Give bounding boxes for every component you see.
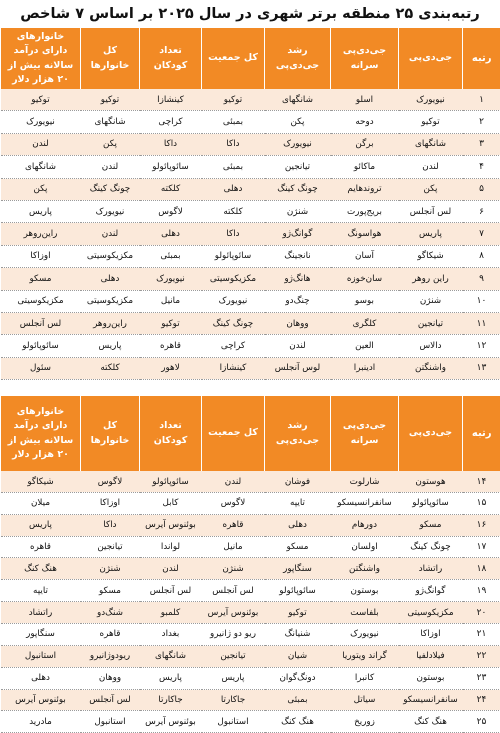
table-row — [1, 471, 500, 492]
gdp-cell: پاریس — [399, 223, 463, 245]
rank-cell: ۱۸ — [463, 558, 500, 580]
header-gdp-growth: رشد جی‌دی‌پی — [265, 396, 331, 471]
rank-cell: ۲ — [463, 111, 500, 133]
table-row — [1, 580, 500, 602]
population-cell: سائوپائولو — [202, 245, 265, 267]
gdp-growth-cell: شیان — [265, 645, 331, 667]
rank-cell: ۱۴ — [463, 471, 500, 492]
households-cell: لندن — [81, 223, 140, 245]
table-row — [1, 312, 500, 334]
children-cell: بوئنوس آیرس — [140, 711, 202, 733]
population-cell: استانبول — [202, 711, 265, 733]
households-cell: لندن — [81, 156, 140, 178]
gdp-cell: راین روهر — [399, 268, 463, 290]
children-cell: کلکته — [140, 178, 202, 200]
table-row — [1, 357, 500, 379]
gdp-cell: پکن — [399, 178, 463, 200]
table-row — [1, 133, 500, 155]
gdp-growth-cell: ووهان — [265, 312, 331, 334]
population-cell: مکزیکوسیتی — [202, 268, 265, 290]
gdp-growth-cell: چنگ‌دو — [265, 290, 331, 312]
header-affluent-households: خانوارهای دارای درآمد سالانه بیش از ۲۰ هزار دلار — [1, 28, 81, 89]
affluent-households-cell: قاهره — [1, 536, 81, 558]
gdp-cell: سائوپائولو — [399, 492, 463, 514]
households-cell: توکیو — [81, 89, 140, 111]
rank-cell: ۱۷ — [463, 536, 500, 558]
population-cell: داکا — [202, 223, 265, 245]
rank-cell: ۷ — [463, 223, 500, 245]
gdp-growth-cell: نانجینگ — [265, 245, 331, 267]
header-gdp: جی‌دی‌پی — [399, 396, 463, 471]
households-cell: کلکته — [81, 357, 140, 379]
gdp-per-capita-cell: واشنگتن — [331, 558, 399, 580]
rank-cell: ۴ — [463, 156, 500, 178]
population-cell: شنژن — [202, 558, 265, 580]
rank-cell: ۵ — [463, 178, 500, 200]
gdp-per-capita-cell: اولسان — [331, 536, 399, 558]
gdp-cell: شنژن — [399, 290, 463, 312]
ranking-table-top — [0, 28, 500, 380]
children-cell: لندن — [140, 558, 202, 580]
rank-cell: ۱۱ — [463, 312, 500, 334]
gdp-growth-cell: دونگ‌گوان — [265, 667, 331, 689]
population-cell: لس آنجلس — [202, 580, 265, 602]
affluent-households-cell: دهلی — [1, 667, 81, 689]
header-total-population: کل جمعیت — [202, 28, 265, 89]
gdp-per-capita-cell: دورهام — [331, 514, 399, 536]
rank-cell: ۲۴ — [463, 689, 500, 711]
gdp-cell: فیلادلفیا — [399, 645, 463, 667]
gdp-growth-cell: سائوپائولو — [265, 580, 331, 602]
gdp-per-capita-cell: سیاتل — [331, 689, 399, 711]
population-cell: کراچی — [202, 335, 265, 357]
table-row — [1, 156, 500, 178]
children-cell: لواندا — [140, 536, 202, 558]
children-cell: لاگوس — [140, 200, 202, 222]
gdp-growth-cell: مسکو — [265, 536, 331, 558]
population-cell: بمبئی — [202, 111, 265, 133]
gdp-growth-cell: چونگ کینگ — [265, 178, 331, 200]
households-cell: مسکو — [81, 580, 140, 602]
affluent-households-cell: لندن — [1, 133, 81, 155]
rank-cell: ۲۰ — [463, 602, 500, 624]
gdp-per-capita-cell: کلگری — [331, 312, 399, 334]
population-cell: بمبئی — [202, 156, 265, 178]
children-cell: بمبئی — [140, 245, 202, 267]
table-row — [1, 290, 500, 312]
gdp-per-capita-cell: دوحه — [331, 111, 399, 133]
gdp-per-capita-cell: آسان — [331, 245, 399, 267]
households-cell: استانبول — [81, 711, 140, 733]
children-cell: کلمبو — [140, 602, 202, 624]
households-cell: شانگهای — [81, 111, 140, 133]
affluent-households-cell: شیکاگو — [1, 471, 81, 492]
table-row — [1, 89, 500, 111]
rank-cell: ۲۵ — [463, 711, 500, 733]
households-cell: ریودوژانیرو — [81, 645, 140, 667]
gdp-cell: لندن — [399, 156, 463, 178]
gdp-growth-cell: لوس آنجلس — [265, 357, 331, 379]
table-row — [1, 602, 500, 624]
population-cell: بوئنوس آیرس — [202, 602, 265, 624]
table-row — [1, 111, 500, 133]
header-children-count: تعداد کودکان — [140, 28, 202, 89]
gdp-cell: لس آنجلس — [399, 200, 463, 222]
gdp-cell: چونگ کینگ — [399, 536, 463, 558]
rank-cell: ۶ — [463, 200, 500, 222]
affluent-households-cell: مادرید — [1, 711, 81, 733]
affluent-households-cell: هنگ کنگ — [1, 558, 81, 580]
children-cell: بوئنوس آیرس — [140, 514, 202, 536]
gdp-cell: شیکاگو — [399, 245, 463, 267]
gdp-per-capita-cell: برگن — [331, 133, 399, 155]
children-cell: دهلی — [140, 223, 202, 245]
header-rank: رتبه — [463, 396, 500, 471]
children-cell: بغداد — [140, 623, 202, 645]
affluent-households-cell: شانگهای — [1, 156, 81, 178]
children-cell: کابل — [140, 492, 202, 514]
ranking-table-bottom — [0, 396, 500, 733]
rank-cell: ۳ — [463, 133, 500, 155]
affluent-households-cell: توکیو — [1, 89, 81, 111]
gdp-cell: توکیو — [399, 111, 463, 133]
households-cell: دهلی — [81, 268, 140, 290]
table-header-row — [1, 28, 500, 89]
table-row — [1, 178, 500, 200]
affluent-households-cell: بوئنوس آیرس — [1, 689, 81, 711]
gdp-per-capita-cell: ماکائو — [331, 156, 399, 178]
rank-cell: ۸ — [463, 245, 500, 267]
population-cell: کینشازا — [202, 357, 265, 379]
header-total-households: کل خانوارها — [81, 396, 140, 471]
table-row — [1, 223, 500, 245]
table-row — [1, 514, 500, 536]
children-cell: شانگهای — [140, 645, 202, 667]
population-cell: نیویورک — [202, 290, 265, 312]
gdp-per-capita-cell: بریج‌پورت — [331, 200, 399, 222]
households-cell: داکا — [81, 514, 140, 536]
households-cell: قاهره — [81, 623, 140, 645]
households-cell: مکزیکوسیتی — [81, 245, 140, 267]
households-cell: ووهان — [81, 667, 140, 689]
header-gdp: جی‌دی‌پی — [399, 28, 463, 89]
rank-cell: ۱ — [463, 89, 500, 111]
gdp-per-capita-cell: بوستون — [331, 580, 399, 602]
affluent-households-cell: پاریس — [1, 200, 81, 222]
rank-cell: ۱۲ — [463, 335, 500, 357]
population-cell: دهلی — [202, 178, 265, 200]
rank-cell: ۱۰ — [463, 290, 500, 312]
affluent-households-cell: پاریس — [1, 514, 81, 536]
households-cell: اوزاکا — [81, 492, 140, 514]
population-cell: قاهره — [202, 514, 265, 536]
gdp-cell: هوستون — [399, 471, 463, 492]
table-row — [1, 623, 500, 645]
children-cell: داکا — [140, 133, 202, 155]
gdp-cell: شانگهای — [399, 133, 463, 155]
affluent-households-cell: سئول — [1, 357, 81, 379]
affluent-households-cell: سنگاپور — [1, 623, 81, 645]
gdp-growth-cell: لندن — [265, 335, 331, 357]
gdp-growth-cell: بمبئی — [265, 689, 331, 711]
gdp-cell: سانفرانسیسکو — [399, 689, 463, 711]
gdp-per-capita-cell: هواسونگ — [331, 223, 399, 245]
households-cell: مکزیکوسیتی — [81, 290, 140, 312]
affluent-households-cell: تایپه — [1, 580, 81, 602]
households-cell: راین‌روهر — [81, 312, 140, 334]
gdp-per-capita-cell: کانبرا — [331, 667, 399, 689]
population-cell: تیانجین — [202, 645, 265, 667]
gdp-growth-cell: فوشان — [265, 471, 331, 492]
gdp-cell: مسکو — [399, 514, 463, 536]
population-cell: پاریس — [202, 667, 265, 689]
gdp-per-capita-cell: سانفرانسیسکو — [331, 492, 399, 514]
gdp-per-capita-cell: زوریخ — [331, 711, 399, 733]
rank-cell: ۲۳ — [463, 667, 500, 689]
affluent-households-cell: راتشاد — [1, 602, 81, 624]
table-row — [1, 492, 500, 514]
population-cell: توکیو — [202, 89, 265, 111]
gdp-cell: مکزیکوسیتی — [399, 602, 463, 624]
rank-cell: ۱۹ — [463, 580, 500, 602]
page-title: رتبه‌بندی ۲۵ منطقه برتر شهری در سال ۲۰۲۵ بر اساس ۷ شاخص — [0, 0, 500, 28]
ranking-table-top-body — [1, 89, 500, 380]
children-cell: کراچی — [140, 111, 202, 133]
gdp-cell: اوزاکا — [399, 623, 463, 645]
gdp-cell: واشنگتن — [399, 357, 463, 379]
children-cell: سائوپائولو — [140, 471, 202, 492]
households-cell: شنگ‌دو — [81, 602, 140, 624]
gdp-per-capita-cell: بوسو — [331, 290, 399, 312]
households-cell: چونگ کینگ — [81, 178, 140, 200]
rank-cell: ۹ — [463, 268, 500, 290]
gdp-cell: تیانجین — [399, 312, 463, 334]
gdp-cell: راتشاد — [399, 558, 463, 580]
households-cell: لس آنجلس — [81, 689, 140, 711]
gdp-per-capita-cell: تروندهایم — [331, 178, 399, 200]
table-row — [1, 711, 500, 733]
table-row — [1, 645, 500, 667]
rank-cell: ۱۳ — [463, 357, 500, 379]
gdp-growth-cell: پکن — [265, 111, 331, 133]
affluent-households-cell: میلان — [1, 492, 81, 514]
gdp-per-capita-cell: گراند ویتوریا — [331, 645, 399, 667]
table-row — [1, 200, 500, 222]
table-row — [1, 245, 500, 267]
households-cell: پاریس — [81, 335, 140, 357]
children-cell: کینشازا — [140, 89, 202, 111]
gdp-cell: گوانگ‌ژو — [399, 580, 463, 602]
affluent-households-cell: لس آنجلس — [1, 312, 81, 334]
table-row — [1, 335, 500, 357]
households-cell: تیانجین — [81, 536, 140, 558]
gdp-growth-cell: توکیو — [265, 602, 331, 624]
gdp-growth-cell: تایپه — [265, 492, 331, 514]
header-gdp-per-capita: جی‌دی‌پی سرانه — [331, 28, 399, 89]
affluent-households-cell: نیویورک — [1, 111, 81, 133]
children-cell: نیویورک — [140, 268, 202, 290]
gdp-growth-cell: هنگ کنگ — [265, 711, 331, 733]
gdp-growth-cell: شانگهای — [265, 89, 331, 111]
gdp-growth-cell: نیویورک — [265, 133, 331, 155]
header-total-population: کل جمعیت — [202, 396, 265, 471]
affluent-households-cell: سائوپائولو — [1, 335, 81, 357]
households-cell: شنژن — [81, 558, 140, 580]
population-cell: جاکارتا — [202, 689, 265, 711]
gdp-cell: هنگ کنگ — [399, 711, 463, 733]
header-affluent-households: خانوارهای دارای درآمد سالانه بیش از ۲۰ هزار دلار — [1, 396, 81, 471]
children-cell: لس آنجلس — [140, 580, 202, 602]
header-gdp-growth: رشد جی‌دی‌پی — [265, 28, 331, 89]
gdp-growth-cell: دهلی — [265, 514, 331, 536]
gdp-per-capita-cell: شارلوت — [331, 471, 399, 492]
rank-cell: ۱۵ — [463, 492, 500, 514]
table-row — [1, 268, 500, 290]
rank-cell: ۲۱ — [463, 623, 500, 645]
gdp-growth-cell: سنگاپور — [265, 558, 331, 580]
header-rank: رتبه — [463, 28, 500, 89]
population-cell: لندن — [202, 471, 265, 492]
table-row — [1, 689, 500, 711]
gdp-per-capita-cell: العین — [331, 335, 399, 357]
table-row — [1, 558, 500, 580]
population-cell: لاگوس — [202, 492, 265, 514]
households-cell: لاگوس — [81, 471, 140, 492]
ranking-table-bottom-body — [1, 471, 500, 733]
households-cell: نیویورک — [81, 200, 140, 222]
children-cell: لاهور — [140, 357, 202, 379]
gdp-per-capita-cell: اسلو — [331, 89, 399, 111]
children-cell: جاکارتا — [140, 689, 202, 711]
population-cell: چونگ کینگ — [202, 312, 265, 334]
gdp-cell: بوستون — [399, 667, 463, 689]
affluent-households-cell: استانبول — [1, 645, 81, 667]
gdp-growth-cell: گوانگ‌ژو — [265, 223, 331, 245]
children-cell: مانیل — [140, 290, 202, 312]
affluent-households-cell: مسکو — [1, 268, 81, 290]
population-cell: مانیل — [202, 536, 265, 558]
gdp-growth-cell: شنژن — [265, 200, 331, 222]
table-row — [1, 667, 500, 689]
children-cell: توکیو — [140, 312, 202, 334]
rank-cell: ۲۲ — [463, 645, 500, 667]
gdp-per-capita-cell: نیویورک — [331, 623, 399, 645]
table-header-row — [1, 396, 500, 471]
population-cell: داکا — [202, 133, 265, 155]
gdp-per-capita-cell: سان‌خوزه — [331, 268, 399, 290]
children-cell: پاریس — [140, 667, 202, 689]
affluent-households-cell: پکن — [1, 178, 81, 200]
gdp-growth-cell: هانگ‌ژو — [265, 268, 331, 290]
header-children-count: تعداد کودکان — [140, 396, 202, 471]
gdp-per-capita-cell: بلفاست — [331, 602, 399, 624]
households-cell: پکن — [81, 133, 140, 155]
children-cell: قاهره — [140, 335, 202, 357]
affluent-households-cell: مکزیکوسیتی — [1, 290, 81, 312]
rank-cell: ۱۶ — [463, 514, 500, 536]
header-total-households: کل خانوارها — [81, 28, 140, 89]
gdp-growth-cell: تیانجین — [265, 156, 331, 178]
table-row — [1, 536, 500, 558]
affluent-households-cell: راین‌روهر — [1, 223, 81, 245]
population-cell: ریو دو ژانیرو — [202, 623, 265, 645]
population-cell: کلکته — [202, 200, 265, 222]
affluent-households-cell: اوزاکا — [1, 245, 81, 267]
gdp-growth-cell: شنیانگ — [265, 623, 331, 645]
children-cell: سائوپائولو — [140, 156, 202, 178]
table-gap — [0, 380, 500, 396]
gdp-cell: نیویورک — [399, 89, 463, 111]
header-gdp-per-capita: جی‌دی‌پی سرانه — [331, 396, 399, 471]
gdp-per-capita-cell: ادینبرا — [331, 357, 399, 379]
gdp-cell: دالاس — [399, 335, 463, 357]
